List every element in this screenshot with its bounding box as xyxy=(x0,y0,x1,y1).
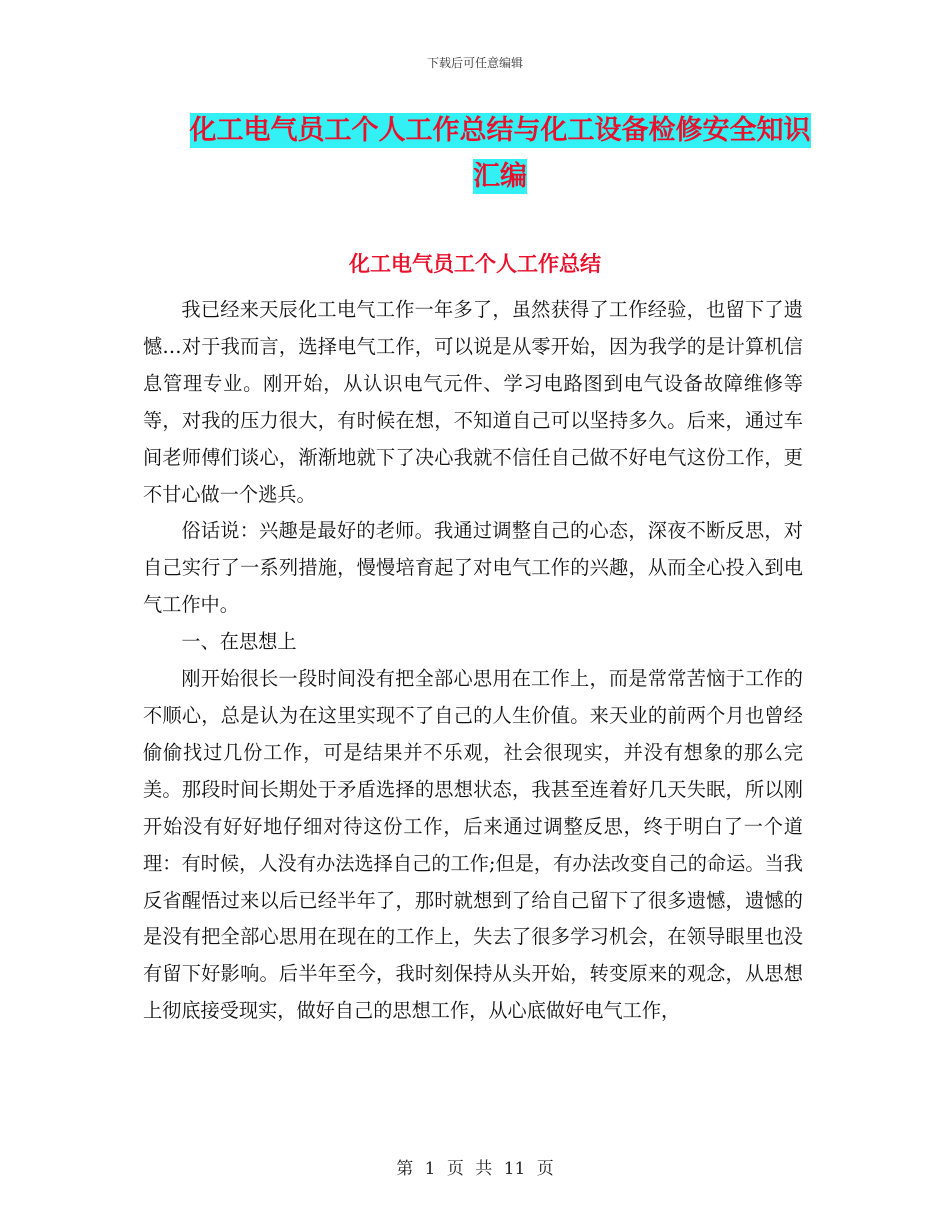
body-text xyxy=(143,292,803,1030)
header-note: 下载后可任意编辑 xyxy=(426,56,523,70)
title-line-1: 化工电气员工个人工作总结与化工设备检修安全知识 xyxy=(189,115,811,146)
page-footer: 第 1 页 共 11 页 xyxy=(396,1159,554,1179)
subheading: 一、在思想上 xyxy=(181,630,297,654)
title-line-2: 汇编 xyxy=(473,161,527,192)
paragraph: 刚开始很长一段时间没有把全部心思用在工作上，而是常常苦恼于工作的不顺心，总是认为在这里实现不了自己的人生价值。来天业的前两个月也曾经偷偷找过几份工作，可是结果并不乐观，社会很现实，并没有想象的那么完美。那段时间长期处于矛盾选择的思想状态，我甚至连着好几天失眠，所以刚开始没有好好地仔细对待这份工作，后来通过调整反思，终于明白了一个道理：有时候，人没有办法选择自己的工作;但是，有办法改变自己的命运。当我反省醒悟过来以后已经半年了，那时就想到了给自己留下了很多遗憾，遗憾的是没有把全部心思用在现在的工作上，失去了很多学习机会，在领导眼里也没有留下好影响。后半年至今，我时刻保持从头开始，转变原来的观念，从思想上彻底接受现实，做好自己的思想工作，从心底做好电气工作， xyxy=(143,667,803,1023)
section-title: 化工电气员工个人工作总结 xyxy=(349,252,601,276)
document-title xyxy=(150,108,850,200)
paragraph: 俗话说：兴趣是最好的老师。我通过调整自己的心态，深夜不断反思，对自己实行了一系列措施，慢慢培育起了对电气工作的兴趣，从而全心投入到电气工作中。 xyxy=(143,519,803,617)
paragraph: 我已经来天辰化工电气工作一年多了，虽然获得了工作经验，也留下了遗憾…对于我而言，选择电气工作，可以说是从零开始，因为我学的是计算机信息管理专业。刚开始，从认识电气元件、学习电路图到电气设备故障维修等等，对我的压力很大，有时候在想，不知道自己可以坚持多久。后来，通过车间老师傅们谈心，渐渐地就下了决心我就不信任自己做不好电气这份工作，更不甘心做一个逃兵。 xyxy=(143,298,803,506)
